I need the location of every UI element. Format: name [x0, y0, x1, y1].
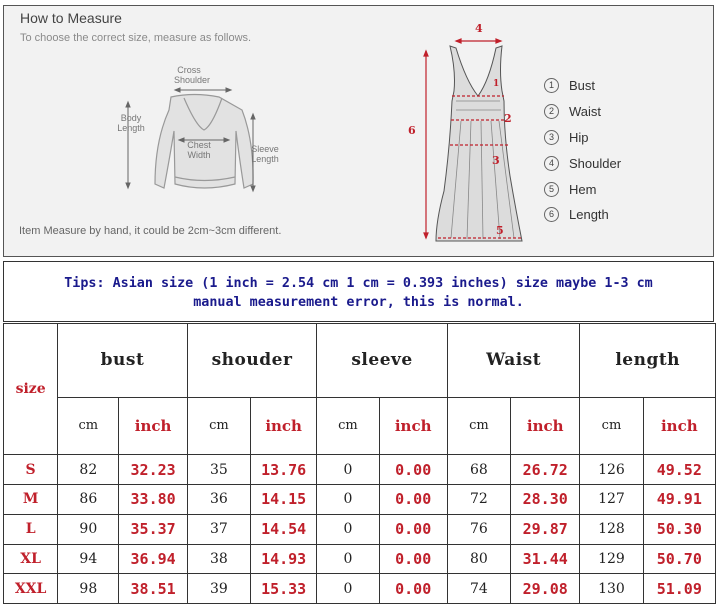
dress-num-6: 6 — [408, 124, 416, 137]
row-size-label: S — [4, 455, 58, 485]
legend-item-length — [544, 202, 621, 228]
label-width: Width — [187, 150, 211, 160]
cm-value-cell: 98 — [58, 574, 119, 604]
legend-label: Waist — [569, 104, 602, 120]
cm-value-cell: 36 — [187, 485, 250, 515]
cm-value-cell: 35 — [187, 455, 250, 485]
legend-num: 5 — [544, 182, 559, 197]
cm-value-cell: 126 — [580, 455, 643, 485]
cm-value-cell: 82 — [58, 455, 119, 485]
cm-value-cell: 94 — [58, 544, 119, 574]
measurement-legend — [544, 73, 621, 228]
table-row — [4, 455, 716, 485]
group-header-shoulder: shouder — [187, 324, 317, 398]
legend-label: Bust — [569, 78, 596, 94]
row-size-label: XL — [4, 544, 58, 574]
legend-label: Hem — [569, 181, 597, 197]
group-header-bust: bust — [58, 324, 188, 398]
inch-value-cell: 28.30 — [511, 485, 580, 515]
legend-item-bust — [544, 73, 621, 99]
table-row — [4, 574, 716, 604]
size-column-header: size — [4, 324, 58, 455]
table-row — [4, 514, 716, 544]
inch-value-cell: 33.80 — [119, 485, 187, 515]
legend-label: Shoulder — [569, 155, 622, 171]
unit-inch: inch — [643, 397, 715, 455]
guide-title: How to Measure — [20, 10, 122, 26]
table-group-header-row — [4, 324, 716, 398]
cm-value-cell: 0 — [317, 544, 379, 574]
unit-inch: inch — [119, 397, 187, 455]
inch-value-cell: 50.70 — [643, 544, 715, 574]
legend-item-shoulder — [544, 150, 621, 176]
inch-value-cell: 0.00 — [379, 485, 447, 515]
size-chart-table — [3, 323, 716, 604]
measure-note: Item Measure by hand, it could be 2cm~3cm different. — [19, 225, 282, 237]
inch-value-cell: 15.33 — [251, 574, 317, 604]
label-sleeve: Sleeve — [251, 144, 279, 154]
table-row — [4, 485, 716, 515]
unit-cm: cm — [58, 397, 119, 455]
inch-value-cell: 0.00 — [379, 544, 447, 574]
inch-value-cell: 14.15 — [251, 485, 317, 515]
inch-value-cell: 49.52 — [643, 455, 715, 485]
inch-value-cell: 49.91 — [643, 485, 715, 515]
legend-num: 1 — [544, 78, 559, 93]
label-body: Body — [120, 113, 142, 123]
legend-label: Hip — [569, 129, 589, 145]
unit-inch: inch — [251, 397, 317, 455]
cm-value-cell: 39 — [187, 574, 250, 604]
label-length: Length — [117, 123, 145, 133]
cm-value-cell: 37 — [187, 514, 250, 544]
inch-value-cell: 29.87 — [511, 514, 580, 544]
legend-num: 4 — [544, 156, 559, 171]
label-sleeve-len: Length — [251, 154, 279, 164]
unit-inch: inch — [379, 397, 447, 455]
label-cross: Cross — [177, 65, 201, 75]
cm-value-cell: 38 — [187, 544, 250, 574]
cm-value-cell: 0 — [317, 455, 379, 485]
row-size-label: XXL — [4, 574, 58, 604]
cm-value-cell: 90 — [58, 514, 119, 544]
inch-value-cell: 32.23 — [119, 455, 187, 485]
dress-num-3: 3 — [492, 154, 500, 167]
how-to-measure-panel — [3, 5, 714, 257]
inch-value-cell: 31.44 — [511, 544, 580, 574]
row-size-label: M — [4, 485, 58, 515]
inch-value-cell: 29.08 — [511, 574, 580, 604]
inch-value-cell: 38.51 — [119, 574, 187, 604]
group-header-length: length — [580, 324, 716, 398]
table-unit-header-row — [4, 397, 716, 455]
dress-num-1: 1 — [493, 79, 500, 89]
unit-cm: cm — [580, 397, 643, 455]
guide-subtitle: To choose the correct size, measure as follows. — [20, 32, 252, 44]
cm-value-cell: 86 — [58, 485, 119, 515]
cm-value-cell: 74 — [447, 574, 510, 604]
cm-value-cell: 130 — [580, 574, 643, 604]
tips-line-1: Tips: Asian size (1 inch = 2.54 cm 1 cm = 0.393 inches) size maybe 1-3 cm — [64, 276, 653, 291]
cm-value-cell: 0 — [317, 574, 379, 604]
inch-value-cell: 35.37 — [119, 514, 187, 544]
table-row — [4, 544, 716, 574]
unit-cm: cm — [187, 397, 250, 455]
legend-num: 3 — [544, 130, 559, 145]
tips-line-2: manual measurement error, this is normal. — [193, 295, 524, 310]
inch-value-cell: 0.00 — [379, 574, 447, 604]
cm-value-cell: 0 — [317, 485, 379, 515]
legend-item-waist — [544, 99, 621, 125]
unit-inch: inch — [511, 397, 580, 455]
inch-value-cell: 0.00 — [379, 455, 447, 485]
cm-value-cell: 72 — [447, 485, 510, 515]
unit-cm: cm — [317, 397, 379, 455]
legend-num: 2 — [544, 104, 559, 119]
legend-item-hem — [544, 176, 621, 202]
cm-value-cell: 80 — [447, 544, 510, 574]
inch-value-cell: 50.30 — [643, 514, 715, 544]
inch-value-cell: 51.09 — [643, 574, 715, 604]
group-header-sleeve: sleeve — [317, 324, 448, 398]
cm-value-cell: 128 — [580, 514, 643, 544]
inch-value-cell: 14.93 — [251, 544, 317, 574]
inch-value-cell: 14.54 — [251, 514, 317, 544]
group-header-waist: Waist — [447, 324, 580, 398]
inch-value-cell: 26.72 — [511, 455, 580, 485]
legend-item-hip — [544, 125, 621, 151]
cm-value-cell: 76 — [447, 514, 510, 544]
legend-num: 6 — [544, 207, 559, 222]
legend-label: Length — [569, 207, 609, 223]
inch-value-cell: 13.76 — [251, 455, 317, 485]
dress-num-5: 5 — [496, 224, 504, 237]
inch-value-cell: 36.94 — [119, 544, 187, 574]
row-size-label: L — [4, 514, 58, 544]
dress-num-2: 2 — [504, 112, 512, 125]
label-chest: Chest — [187, 140, 211, 150]
tips-box — [3, 261, 714, 322]
label-shoulder: Shoulder — [174, 75, 211, 85]
cm-value-cell: 0 — [317, 514, 379, 544]
dress-num-4: 4 — [475, 22, 483, 35]
cm-value-cell: 129 — [580, 544, 643, 574]
cm-value-cell: 68 — [447, 455, 510, 485]
cm-value-cell: 127 — [580, 485, 643, 515]
inch-value-cell: 0.00 — [379, 514, 447, 544]
size-rows — [4, 455, 716, 604]
unit-cm: cm — [447, 397, 510, 455]
